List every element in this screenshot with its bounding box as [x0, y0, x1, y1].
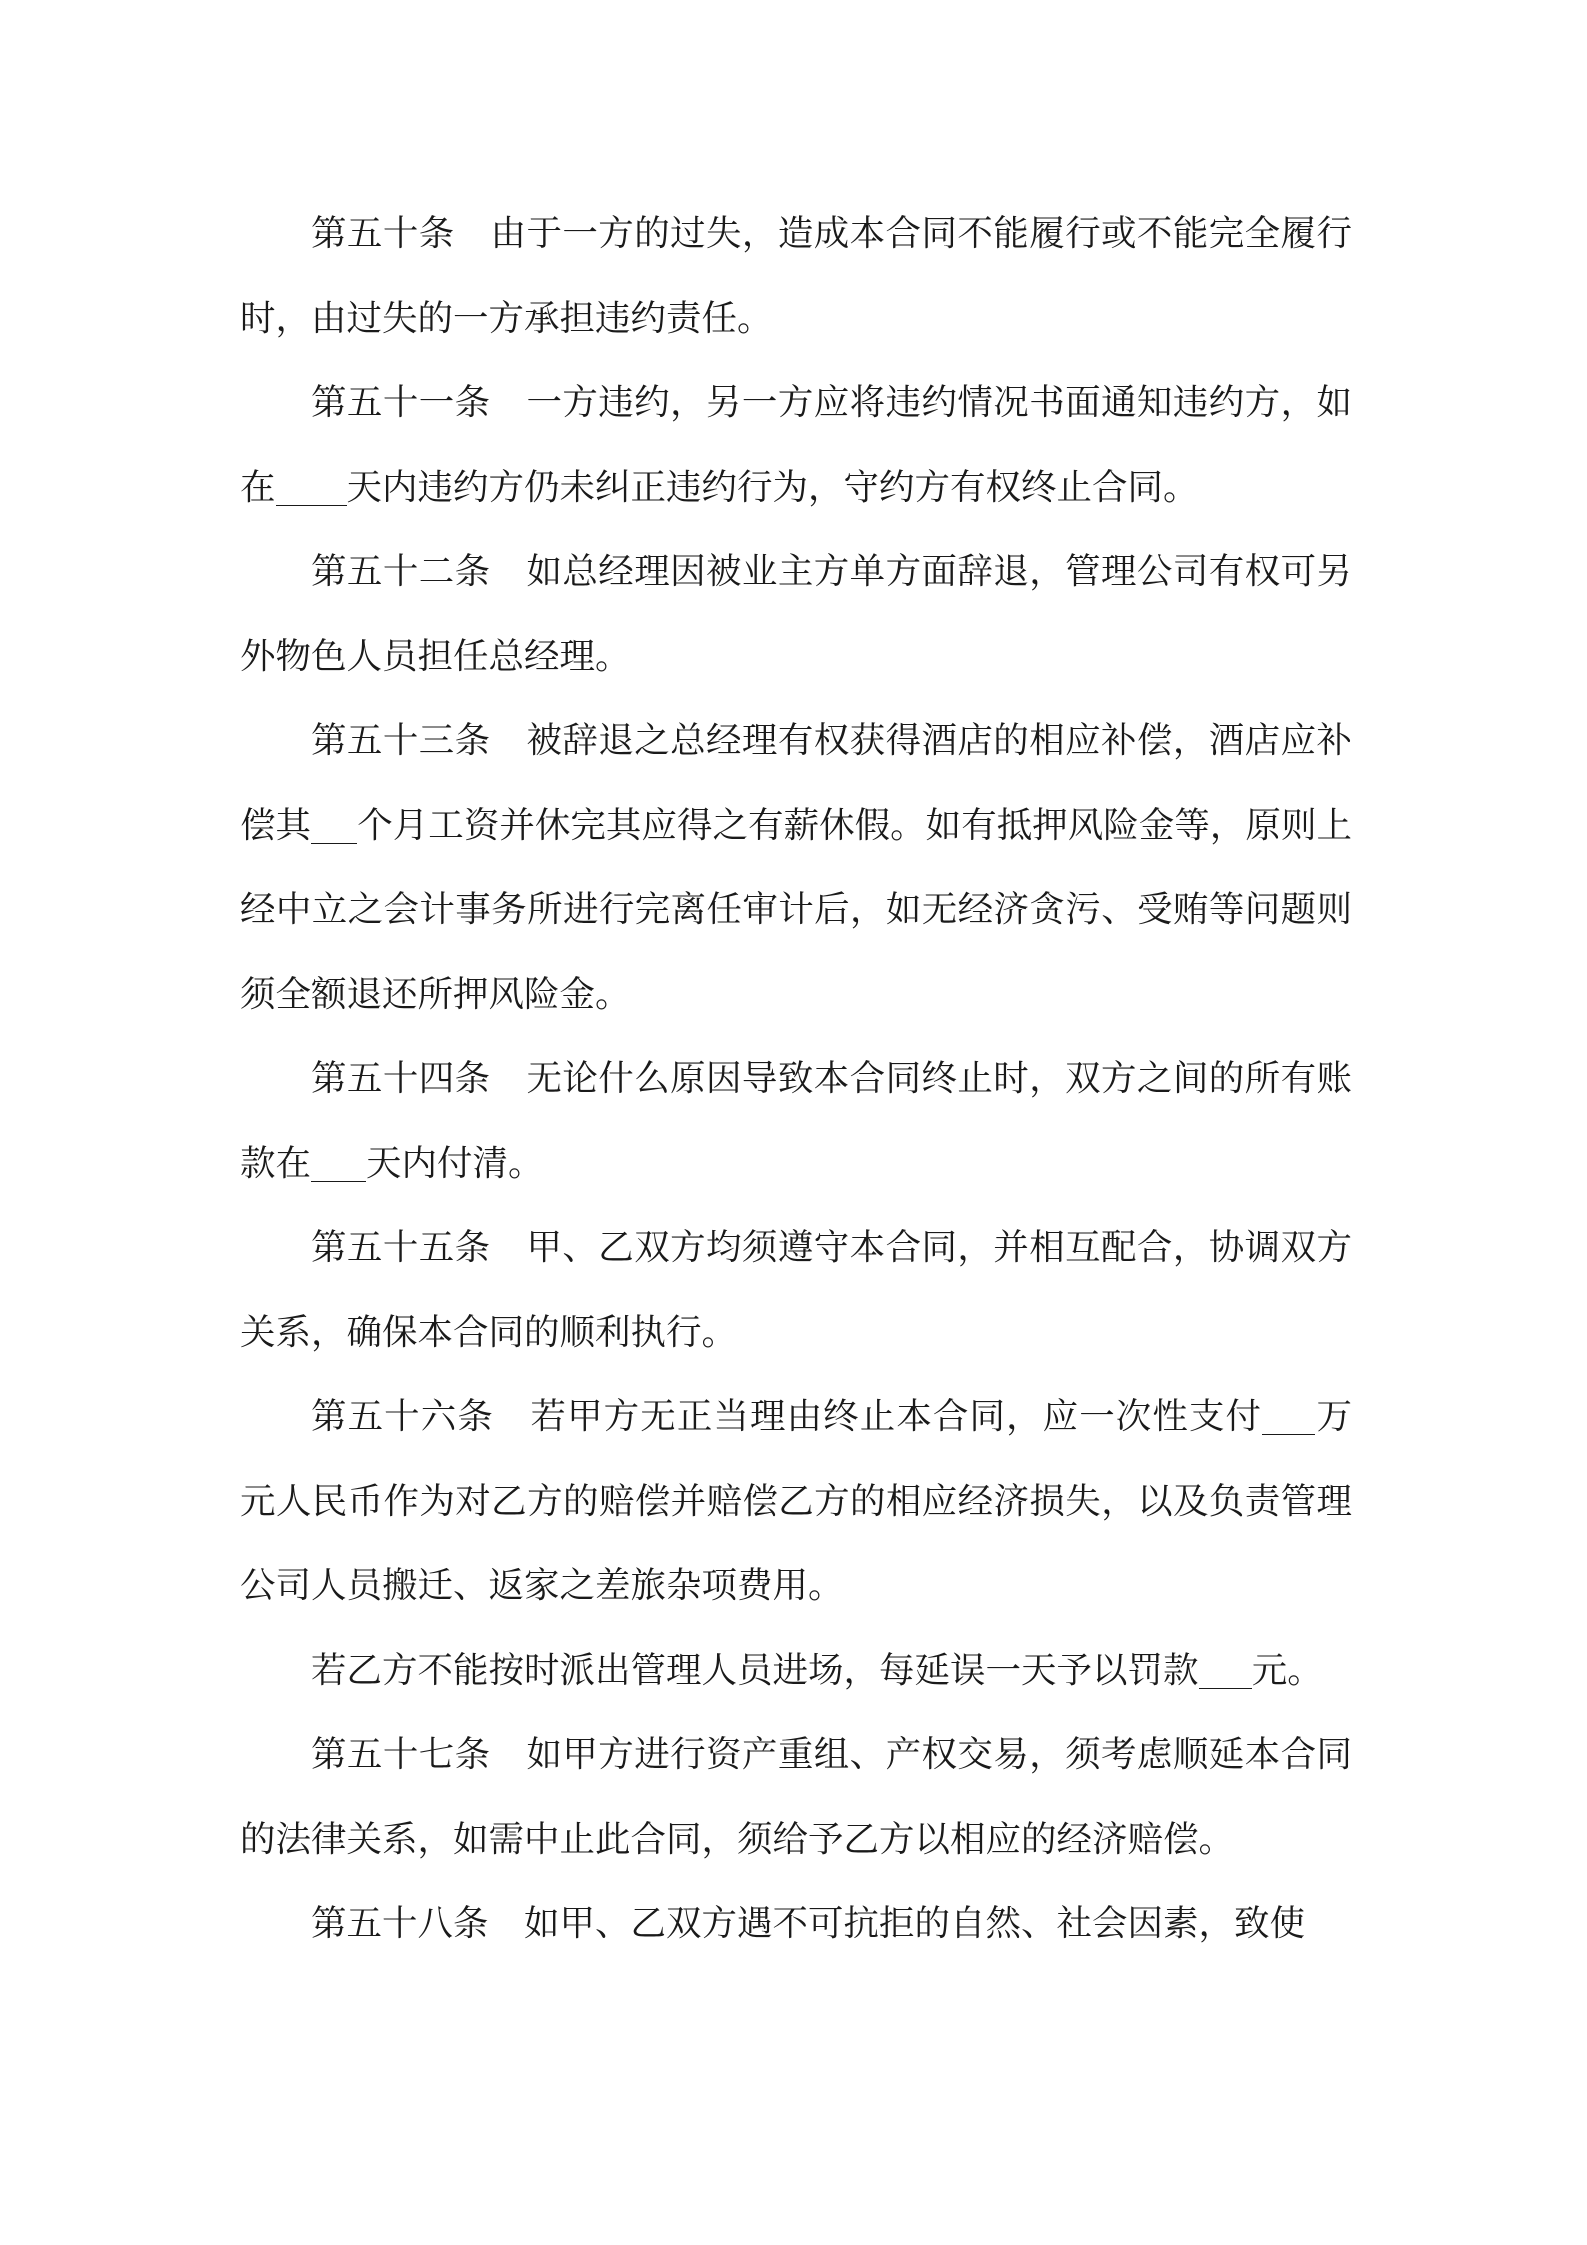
- article-number: 第五十一条: [311, 382, 491, 423]
- article-text: 若乙方不能按时派出管理人员进场，每延误一天予以罚款: [311, 1649, 1199, 1691]
- article-text: 由于一方的过失，造成本合同不能履行或不能完全履行时，由过失的一方承担违约责任。: [240, 213, 1352, 339]
- article-number: 第五十三条: [311, 720, 491, 761]
- article-50: [240, 192, 1352, 361]
- article-54: [240, 1037, 1352, 1206]
- article-number: 第五十二条: [311, 551, 491, 592]
- article-text: 无论什么原因导致本合同终止时，双方之间的所有账款在: [240, 1058, 1352, 1184]
- article-55: [240, 1206, 1352, 1375]
- article-number: 第五十条: [311, 213, 455, 254]
- article-text-cont: 元。: [1251, 1649, 1323, 1691]
- article-58: [240, 1882, 1352, 1967]
- blank-underline: [311, 1143, 366, 1181]
- blank-underline: [311, 805, 357, 843]
- article-56-penalty: [240, 1629, 1352, 1714]
- article-text: 被辞退之总经理有权获得酒店的相应补偿，酒店应补偿其: [240, 720, 1352, 846]
- article-52: [240, 530, 1352, 699]
- article-number: 第五十五条: [311, 1227, 491, 1268]
- article-number: 第五十六条: [311, 1396, 494, 1437]
- article-number: 第五十四条: [311, 1058, 491, 1099]
- article-53: [240, 699, 1352, 1037]
- blank-underline: [1199, 1650, 1252, 1688]
- article-number: 第五十八条: [311, 1903, 489, 1944]
- document-page: [240, 192, 1352, 1967]
- article-text: 如甲方进行资产重组、产权交易，须考虑顺延本合同的法律关系，如需中止此合同，须给予乙方以相应的经济赔偿。: [240, 1734, 1352, 1860]
- article-56: [240, 1375, 1352, 1629]
- article-51: [240, 361, 1352, 530]
- article-number: 第五十七条: [311, 1734, 491, 1775]
- article-text-cont: 天内付清。: [366, 1142, 544, 1184]
- article-text-cont: 万元人民币作为对乙方的赔偿并赔偿乙方的相应经济损失，以及负责管理公司人员搬迁、返家之差旅杂项费用。: [240, 1396, 1352, 1606]
- article-text: 如甲、乙双方遇不可抗拒的自然、社会因素，致使: [524, 1903, 1306, 1944]
- blank-underline: [1262, 1397, 1315, 1435]
- article-text: 甲、乙双方均须遵守本合同，并相互配合，协调双方关系，确保本合同的顺利执行。: [240, 1227, 1352, 1353]
- article-text-cont: 天内违约方仍未纠正违约行为，守约方有权终止合同。: [346, 466, 1199, 508]
- blank-underline: [276, 467, 347, 505]
- article-text: 一方违约，另一方应将违约情况书面通知违约方，如在: [240, 382, 1352, 508]
- article-text-cont: 个月工资并休完其应得之有薪休假。如有抵押风险金等，原则上经中立之会计事务所进行完离任审计后，如无经济贪污、受贿等问题则须全额退还所押风险金。: [240, 804, 1352, 1015]
- article-text: 如总经理因被业主方单方面辞退，管理公司有权可另外物色人员担任总经理。: [240, 551, 1352, 677]
- article-57: [240, 1713, 1352, 1882]
- article-text: 若甲方无正当理由终止本合同，应一次性支付: [529, 1396, 1263, 1437]
